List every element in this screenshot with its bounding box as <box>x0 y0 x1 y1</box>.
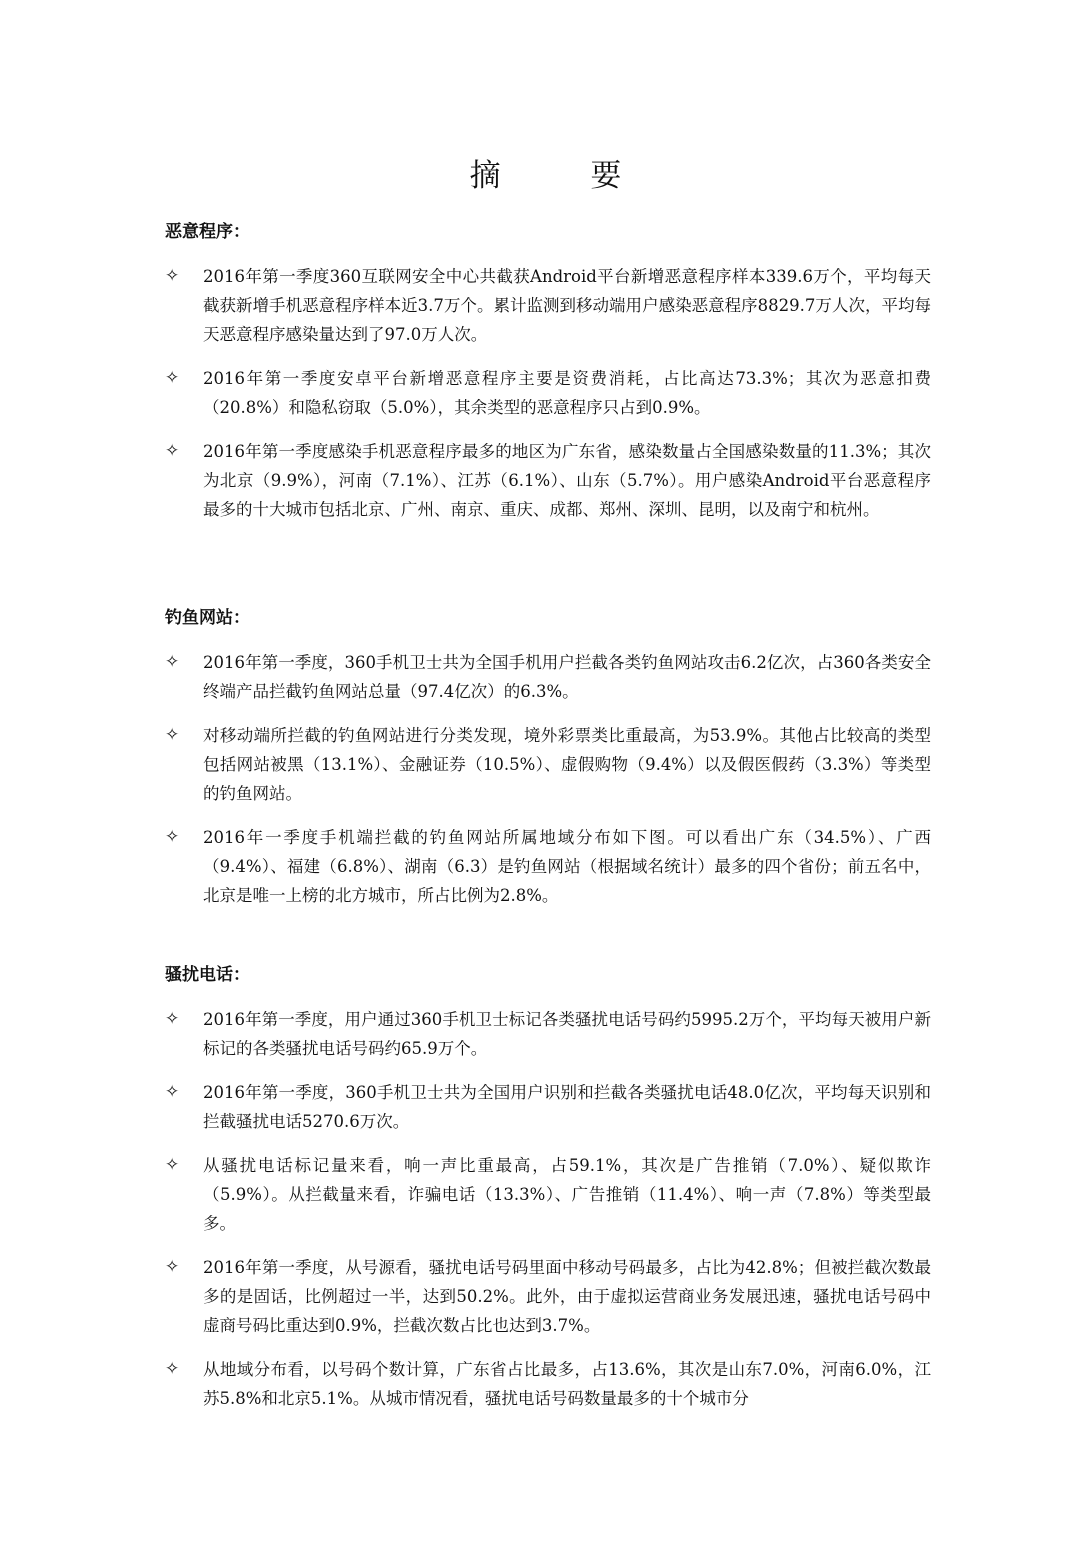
diamond-bullet-icon: ✧ <box>165 1155 180 1175</box>
section-heading-malware: 恶意程序： <box>165 222 250 242</box>
section-phishing <box>165 604 931 925</box>
list-item <box>165 262 931 349</box>
list-item <box>165 648 931 706</box>
list-item <box>165 1355 931 1413</box>
list-item-text: 2016年第一季度感染手机恶意程序最多的地区为广东省，感染数量占全国感染数量的11.3%；其次为北京（9.9%），河南（7.1%）、江苏（6.1%）、山东（5.7%）。用户感染Android平台恶意程序最多的十大城市包括北京、广州、南京、重庆、成都、郑州、深圳、昆明，以及南宁和杭州。 <box>203 442 931 519</box>
section-malware <box>165 218 931 539</box>
list-item <box>165 1005 931 1063</box>
diamond-bullet-icon: ✧ <box>165 1359 180 1379</box>
list-item-text: 对移动端所拦截的钓鱼网站进行分类发现，境外彩票类比重最高，为53.9%。其他占比较高的类型包括网站被黑（13.1%）、金融证券（10.5%）、虚假购物（9.4%）以及假医假药（3.3%）等类型的钓鱼网站。 <box>203 726 931 803</box>
list-item-text: 2016年第一季度360互联网安全中心共截获Android平台新增恶意程序样本339.6万个，平均每天截获新增手机恶意程序样本近3.7万个。累计监测到移动端用户感染恶意程序8829.7万人次，平均每天恶意程序感染量达到了97.0万人次。 <box>203 267 931 344</box>
section-heading-harassment-calls: 骚扰电话： <box>165 965 250 985</box>
list-item-text: 从骚扰电话标记量来看，响一声比重最高，占59.1%，其次是广告推销（7.0%）、疑似欺诈（5.9%）。从拦截量来看，诈骗电话（13.3%）、广告推销（11.4%）、响一声（7.8%）等类型最多。 <box>203 1156 931 1233</box>
list-item <box>165 1151 931 1238</box>
diamond-bullet-icon: ✧ <box>165 368 180 388</box>
diamond-bullet-icon: ✧ <box>165 441 180 461</box>
list-item-text: 2016年第一季度，从号源看，骚扰电话号码里面中移动号码最多，占比为42.8%；但被拦截次数最多的是固话，比例超过一半，达到50.2%。此外，由于虚拟运营商业务发展迅速，骚扰电话号码中虚商号码比重达到0.9%，拦截次数占比也达到3.7%。 <box>203 1258 931 1335</box>
diamond-bullet-icon: ✧ <box>165 827 180 847</box>
list-item-text: 2016年一季度手机端拦截的钓鱼网站所属地域分布如下图。可以看出广东（34.5%）、广西（9.4%）、福建（6.8%）、湖南（6.3）是钓鱼网站（根据域名统计）最多的四个省份；前五名中，北京是唯一上榜的北方城市，所占比例为2.8%。 <box>203 828 931 905</box>
diamond-bullet-icon: ✧ <box>165 1082 180 1102</box>
list-item <box>165 1078 931 1136</box>
diamond-bullet-icon: ✧ <box>165 725 180 745</box>
diamond-bullet-icon: ✧ <box>165 652 180 672</box>
list-item-text: 2016年第一季度，用户通过360手机卫士标记各类骚扰电话号码约5995.2万个，平均每天被用户新标记的各类骚扰电话号码约65.9万个。 <box>203 1010 931 1058</box>
list-item <box>165 721 931 808</box>
diamond-bullet-icon: ✧ <box>165 1257 180 1277</box>
list-item-text: 2016年第一季度安卓平台新增恶意程序主要是资费消耗，占比高达73.3%；其次为恶意扣费（20.8%）和隐私窃取（5.0%），其余类型的恶意程序只占到0.9%。 <box>203 369 931 417</box>
section-heading-phishing: 钓鱼网站： <box>165 608 250 628</box>
list-item <box>165 823 931 910</box>
list-item <box>165 364 931 422</box>
diamond-bullet-icon: ✧ <box>165 1009 180 1029</box>
list-item-text: 2016年第一季度，360手机卫士共为全国手机用户拦截各类钓鱼网站攻击6.2亿次，占360各类安全终端产品拦截钓鱼网站总量（97.4亿次）的6.3%。 <box>203 653 931 701</box>
section-harassment-calls <box>165 961 931 1428</box>
list-item <box>165 1253 931 1340</box>
list-item <box>165 437 931 524</box>
page-title: 摘 要 <box>469 158 662 194</box>
list-item-text: 从地域分布看，以号码个数计算，广东省占比最多，占13.6%，其次是山东7.0%，河南6.0%，江苏5.8%和北京5.1%。从城市情况看，骚扰电话号码数量最多的十个城市分 <box>203 1360 931 1408</box>
diamond-bullet-icon: ✧ <box>165 266 180 286</box>
list-item-text: 2016年第一季度，360手机卫士共为全国用户识别和拦截各类骚扰电话48.0亿次，平均每天识别和拦截骚扰电话5270.6万次。 <box>203 1083 931 1131</box>
